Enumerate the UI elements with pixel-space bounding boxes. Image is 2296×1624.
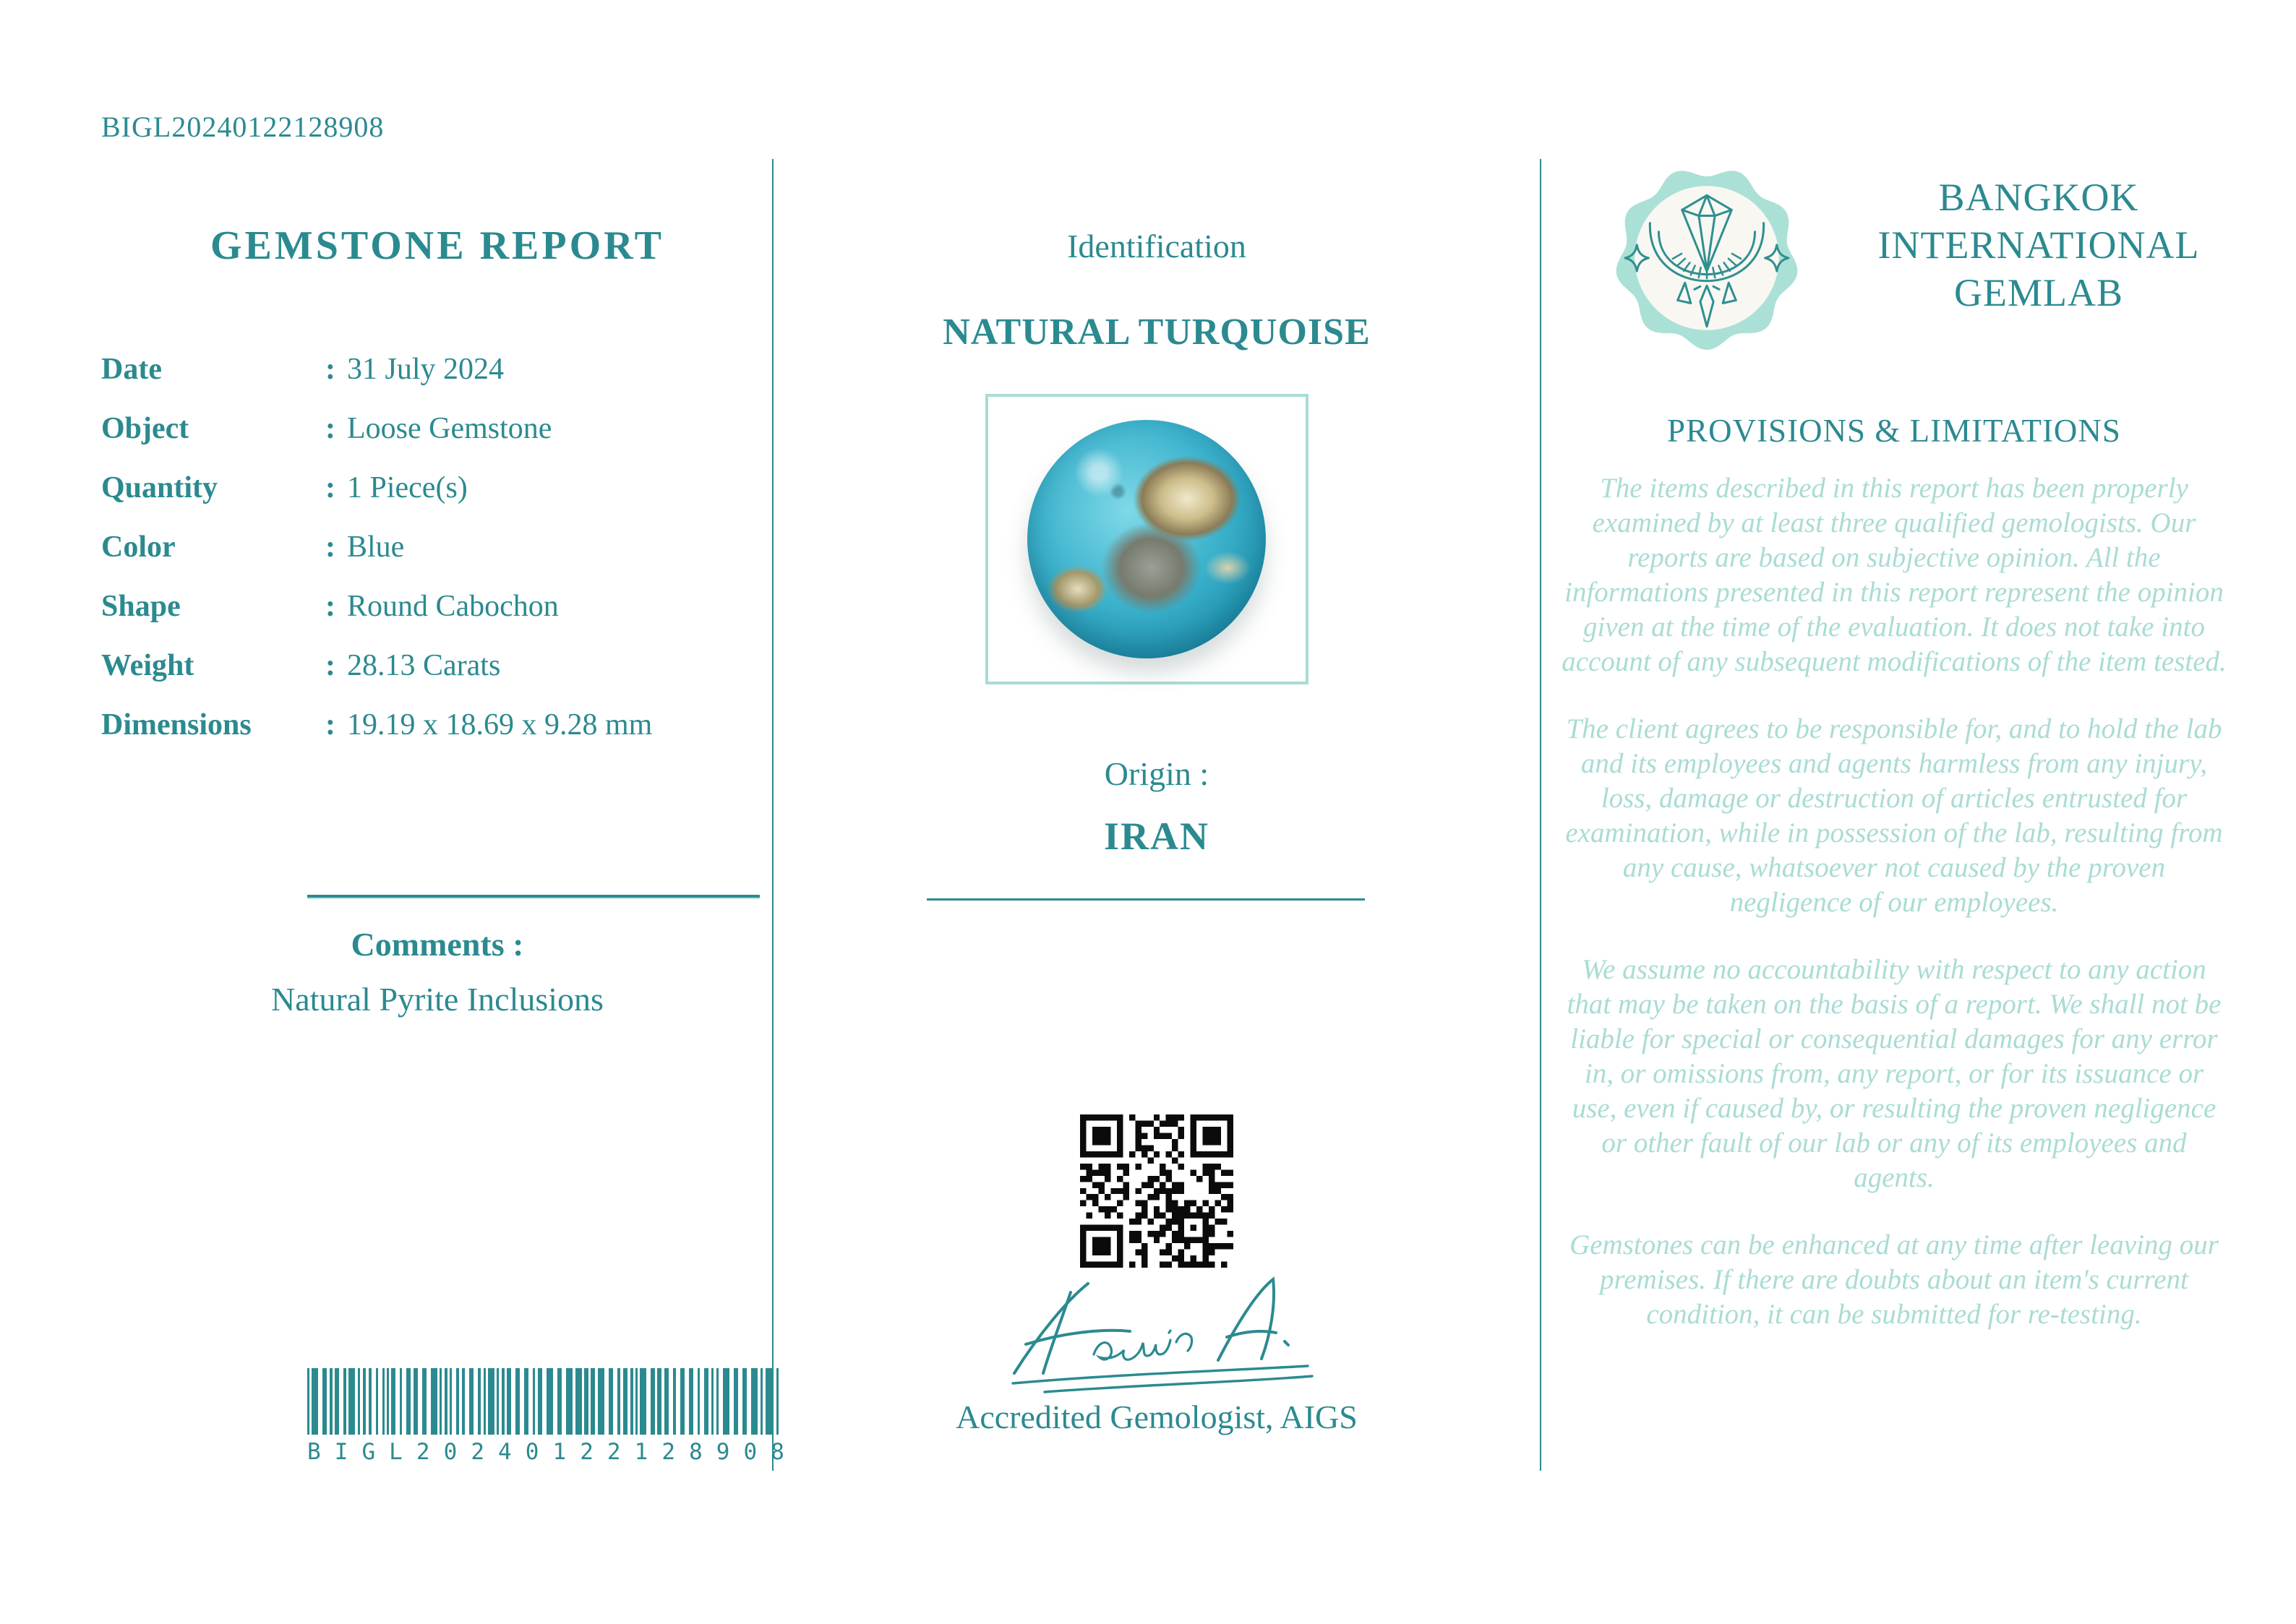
field-value: Round Cabochon	[347, 590, 559, 623]
field-value: 31 July 2024	[347, 353, 505, 386]
field-label: Date	[101, 353, 162, 386]
provisions-paragraph: The client agrees to be responsible for, and to hold the lab and its employees and agents harmless from any injury, loss, damage or destruction of articles entrusted for examination, while in possession of the lab, resulting from any cause, whatsoever not caused by the proven negligence of our employees.	[1565, 713, 2223, 918]
comments-label: Comments :	[351, 926, 524, 963]
middle-divider	[927, 898, 1365, 901]
logo-inner-circle	[1635, 186, 1779, 330]
field-row-quantity	[101, 458, 774, 517]
field-row-shape	[101, 577, 774, 636]
comments-divider	[307, 895, 760, 899]
field-separator: :	[325, 649, 335, 682]
field-value: 1 Piece(s)	[347, 471, 468, 504]
signature-underline	[1013, 1366, 1308, 1383]
lab-name-line: BANGKOK	[1938, 176, 2139, 219]
field-label: Weight	[101, 649, 194, 682]
comments-value: Natural Pyrite Inclusions	[271, 981, 604, 1018]
qr-code	[1080, 1114, 1233, 1268]
field-label: Quantity	[101, 471, 218, 504]
field-row-dimensions	[101, 695, 774, 755]
signatory-title: Accredited Gemologist, AIGS	[956, 1399, 1358, 1435]
field-row-date	[101, 340, 774, 399]
field-label: Dimensions	[101, 708, 252, 742]
field-separator: :	[325, 708, 335, 742]
barcode	[307, 1368, 784, 1465]
origin-value: IRAN	[1103, 815, 1209, 858]
signature-stroke	[1043, 1292, 1071, 1373]
field-row-weight	[101, 636, 774, 695]
report-title: GEMSTONE REPORT	[210, 223, 664, 268]
species-name: NATURAL TURQUOISE	[943, 312, 1371, 353]
provisions-text	[1562, 471, 2227, 1365]
provisions-paragraph: The items described in this report has been properly examined by at least three qualified gemologists. Our reports are based on subjective opinion. All the informations presented in this report represent the opinion given at the time of the evaluation. It does not take into account of any subsequent modifications of the item tested.	[1562, 473, 2227, 677]
provisions-paragraph: We assume no accountability with respect to any action that may be taken on the basis of a report. We shall not be liable for special or consequential damages for any error in, or omissions from, any report, or for its issuance or use, even if caused by, or resulting the proven negligence or other fault of our lab or any of its employees and agents.	[1567, 954, 2222, 1193]
report-section	[98, 0, 784, 1624]
lab-name-line: INTERNATIONAL	[1877, 223, 2200, 267]
field-value: Blue	[347, 530, 405, 564]
lab-name-line: GEMLAB	[1954, 271, 2123, 314]
signature-stroke	[1218, 1279, 1274, 1360]
provisions-paragraph: Gemstones can be enhanced at any time after leaving our premises. If there are doubts about an item's current condition, it can be submitted for re-testing.	[1569, 1229, 2219, 1330]
qr-code-image	[1080, 1114, 1233, 1268]
field-row-object	[101, 399, 774, 458]
field-separator: :	[325, 530, 335, 564]
field-separator: :	[325, 412, 335, 445]
field-value: 28.13 Carats	[347, 649, 501, 682]
lab-name	[1843, 173, 2234, 317]
lab-logo	[1614, 165, 1800, 351]
provisions-title: PROVISIONS & LIMITATIONS	[1667, 413, 2121, 449]
field-separator: :	[325, 471, 335, 504]
report-fields	[101, 340, 774, 755]
report-number: BIGL20240122128908	[101, 111, 385, 143]
field-value: Loose Gemstone	[347, 412, 552, 445]
field-label: Object	[101, 412, 189, 445]
field-label: Color	[101, 530, 176, 564]
signature-stroke	[1094, 1331, 1192, 1359]
gem-photo	[1027, 420, 1266, 658]
identification-heading: Identification	[1067, 228, 1246, 265]
field-separator: :	[325, 590, 335, 623]
field-row-color	[101, 517, 774, 577]
signature-stroke	[1285, 1341, 1288, 1345]
gem-photo-frame	[985, 394, 1308, 684]
signature	[1001, 1273, 1319, 1398]
barcode-text: B I G L 2 0 2 4 0 1 2 2 1 2 8 9 0 8	[307, 1439, 784, 1465]
field-value: 19.19 x 18.69 x 9.28 mm	[347, 708, 653, 742]
barcode-bars	[307, 1368, 784, 1435]
field-label: Shape	[101, 590, 181, 623]
origin-label: Origin :	[1104, 755, 1209, 792]
column-divider-right	[1540, 159, 1541, 1471]
signature-stroke	[1014, 1284, 1088, 1373]
field-separator: :	[325, 353, 335, 386]
